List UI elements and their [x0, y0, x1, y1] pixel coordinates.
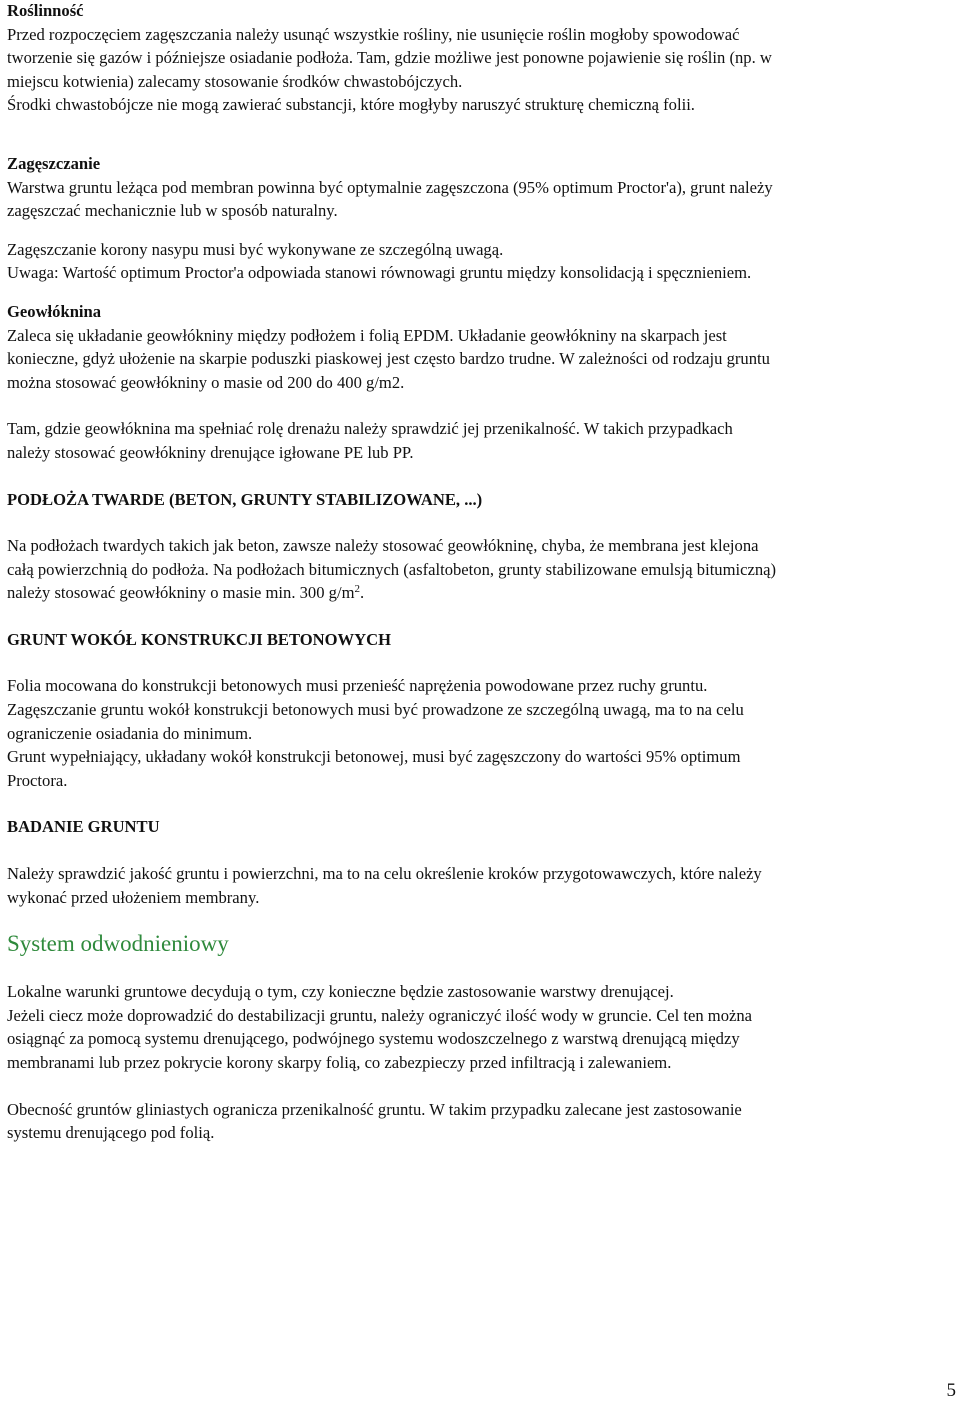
paragraph-line: Uwaga: Wartość optimum Proctor'a odpowiada stanowi równowagi gruntu między konsolidacją i spęcznieniem.	[7, 263, 752, 283]
paragraph-line: tworzenie się gazów i późniejsze osiadanie podłoża. Tam, gdzie możliwe jest ponowne pojawienie się roślin (np. w	[7, 48, 772, 68]
superscript: 2	[354, 583, 360, 596]
section-badanie-gruntu	[7, 815, 955, 909]
section-title: PODŁOŻA TWARDE (BETON, GRUNTY STABILIZOWANE, ...)	[7, 489, 483, 509]
paragraph-line: Proctora.	[7, 770, 68, 790]
paragraph-line: Środki chwastobójcze nie mogą zawierać substancji, które mogłyby naruszyć strukturę chemiczną folii.	[7, 95, 695, 115]
section-grunt-wokol	[7, 628, 955, 793]
section-zageszczanie	[7, 152, 955, 285]
paragraph-line: Grunt wypełniający, układany wokół konstrukcji betonowej, musi być zagęszczony do wartości 95% optimum	[7, 747, 741, 767]
section-title: BADANIE GRUNTU	[7, 817, 160, 837]
paragraph-line: wykonać przed ułożeniem membrany.	[7, 887, 260, 907]
section-title: GRUNT WOKÓŁ KONSTRUKCJI BETONOWYCH	[7, 629, 392, 649]
paragraph-line: Lokalne warunki gruntowe decydują o tym, czy konieczne będzie zastosowanie warstwy drenującej.	[7, 982, 674, 1002]
paragraph-line	[7, 581, 955, 605]
paragraph-line: systemu drenującego pod folią.	[7, 1123, 215, 1143]
section-system-odwodnieniowy	[7, 929, 955, 1145]
paragraph-line: całą powierzchnią do podłoża. Na podłożach bitumicznych (asfaltobeton, grunty stabilizowane emulsją bitumiczną)	[7, 559, 777, 579]
page-number: 5	[946, 1380, 956, 1401]
line-text: należy stosować geowłókniny o masie min. 300 g/m	[7, 583, 355, 603]
paragraph-line: Należy sprawdzić jakość gruntu i powierzchni, ma to na celu określenie kroków przygotowawczych, które należy	[7, 864, 762, 884]
paragraph-line: należy stosować geowłókniny drenujące igłowane PE lub PP.	[7, 442, 414, 462]
paragraph-line: zagęszczać mechanicznie lub w sposób naturalny.	[7, 201, 338, 221]
paragraph-line: Zagęszczanie korony nasypu musi być wykonywane ze szczególną uwagą.	[7, 239, 504, 259]
paragraph-line: Obecność gruntów gliniastych ogranicza przenikalność gruntu. W takim przypadku zalecane jest zastosowanie	[7, 1099, 742, 1119]
section-roslinnosc	[7, 0, 955, 117]
paragraph-line: Zaleca się układanie geowłókniny między podłożem i folią EPDM. Układanie geowłókniny na skarpach jest	[7, 325, 727, 345]
section-title: Zagęszczanie	[7, 153, 101, 173]
section-title: Roślinność	[7, 1, 84, 20]
line-end: .	[360, 583, 365, 603]
paragraph-line: osiągnąć za pomocą systemu drenującego, podwójnego systemu wodoszczelnego z warstwą drenującą między	[7, 1029, 740, 1049]
section-podloza-twarde	[7, 488, 955, 605]
section-geowloknina	[7, 300, 955, 465]
section-title: Geowłóknina	[7, 301, 102, 321]
paragraph-line: ograniczenie osiadania do minimum.	[7, 723, 253, 743]
paragraph-line: Folia mocowana do konstrukcji betonowych musi przenieść naprężenia powodowane przez ruchy gruntu.	[7, 676, 708, 696]
paragraph-line: konieczne, gdyż ułożenie na skarpie poduszki piaskowej jest często bardzo trudne. W zależności od rodzaju gruntu	[7, 349, 770, 369]
document-page	[7, 0, 955, 1145]
section-title: System odwodnieniowy	[7, 931, 229, 957]
paragraph-line: membranami lub przez pokrycie korony skarpy folią, co zabezpieczy przed infiltracją i zalewaniem.	[7, 1053, 672, 1072]
paragraph-line: Tam, gdzie geowłóknina ma spełniać rolę drenażu należy sprawdzić jej przenikalność. W takich przypadkach	[7, 419, 733, 439]
paragraph-line: Jeżeli ciecz może doprowadzić do destabilizacji gruntu, należy ograniczyć ilość wody w gruncie. Cel ten można	[7, 1005, 753, 1025]
paragraph-line: można stosować geowłókniny o masie od 200 do 400 g/m2.	[7, 372, 405, 392]
paragraph-line: Warstwa gruntu leżąca pod membran powinna być optymalnie zagęszczona (95% optimum Proctor'a), grunt należy	[7, 177, 773, 197]
paragraph-line: Przed rozpoczęciem zagęszczania należy usunąć wszystkie rośliny, nie usunięcie roślin mogłoby spowodować	[7, 24, 740, 44]
paragraph-line: miejscu kotwienia) zalecamy stosowanie środków chwastobójczych.	[7, 71, 463, 91]
paragraph-line: Zagęszczanie gruntu wokół konstrukcji betonowych musi być prowadzone ze szczególną uwagą, ma to na celu	[7, 700, 744, 720]
paragraph-line: Na podłożach twardych takich jak beton, zawsze należy stosować geowłókninę, chyba, że membrana jest klejona	[7, 536, 759, 556]
